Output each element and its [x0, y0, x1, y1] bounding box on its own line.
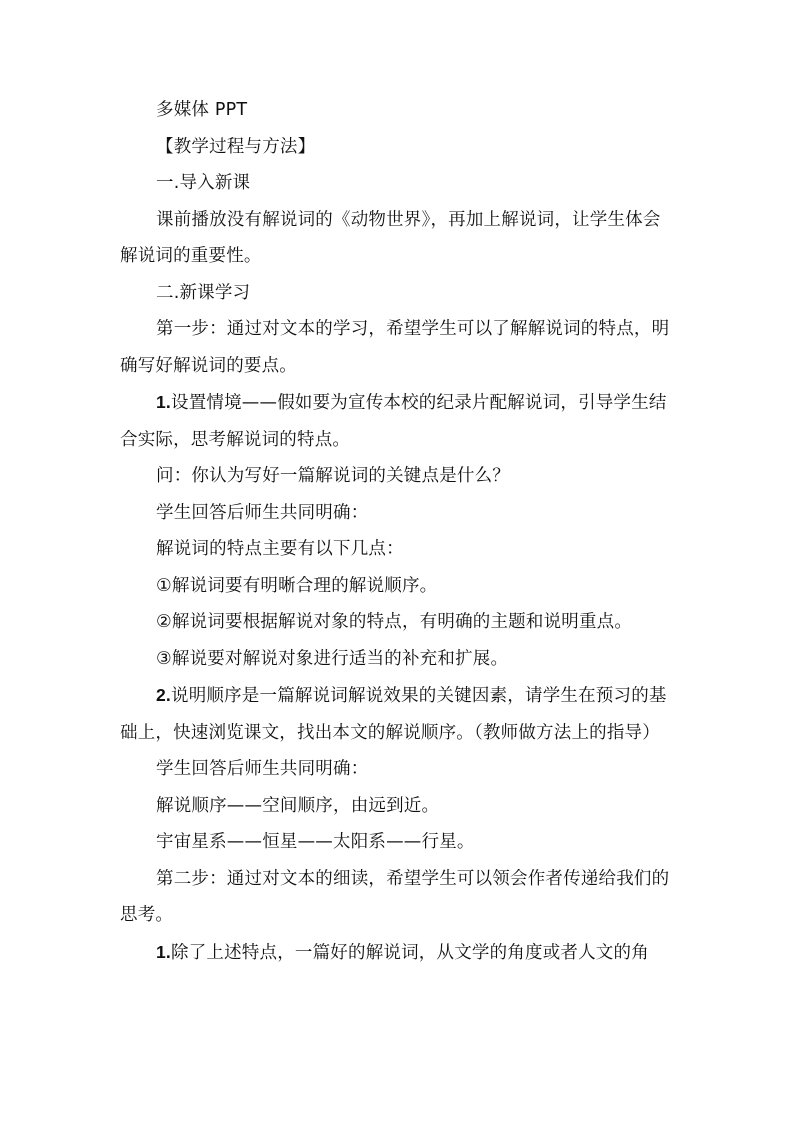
answer-intro-2: 学生回答后师生共同明确： [156, 759, 369, 779]
item3-number: 1. [156, 941, 171, 962]
feature-1: ①解说词要有明晰合理的解说顺序。 [156, 575, 438, 596]
features-intro: 解说词的特点主要有以下几点： [156, 539, 404, 559]
item2-number: 2. [156, 685, 171, 705]
feature-3: ③解说要对解说对象进行适当的补充和扩展。 [156, 648, 509, 669]
question-line: 问：你认为写好一篇解说词的关键点是什么？ [156, 466, 510, 486]
part2-heading: 二.新课学习 [156, 282, 251, 303]
item2-paragraph [120, 677, 676, 751]
item1-text: 设置情境——假如要为宣传本校的纪录片配解说词，引导学生结合实际，思考解说词的特点。 [120, 393, 667, 450]
item2-text: 说明顺序是一篇解说词解说效果的关键因素，请学生在预习的基础上，快速浏览课文，找出本文的解说顺序。（教师做方法上的指导） [120, 686, 667, 743]
part1-paragraph: 课前播放没有解说词的《动物世界》，再加上解说词，让学生体会解说词的重要性。 [120, 209, 661, 266]
order-line: 解说顺序——空间顺序，由远到近。 [156, 795, 440, 816]
document-body [120, 92, 676, 971]
materials-line: 多媒体 PPT [156, 100, 248, 120]
step1-paragraph: 第一步：通过对文本的学习，希望学生可以了解解说词的特点，明确写好解说词的要点。 [120, 319, 670, 376]
sequence-line: 宇宙星系——恒星——太阳系——行星。 [156, 832, 475, 852]
step2-paragraph: 第二步：通过对文本的细读，希望学生可以领会作者传递给我们的思考。 [120, 868, 670, 925]
item1-paragraph [120, 384, 676, 458]
item3-paragraph [120, 934, 676, 972]
feature-2: ②解说词要根据解说对象的特点，有明确的主题和说明重点。 [156, 612, 633, 632]
item3-text: 除了上述特点，一篇好的解说词，从文学的角度或者人文的角 [171, 942, 649, 963]
part1-heading: 一.导入新课 [156, 173, 251, 193]
item1-number: 1. [156, 392, 171, 412]
answer-intro-1: 学生回答后师生共同明确： [156, 502, 369, 523]
section-title: 【教学过程与方法】 [156, 136, 316, 157]
